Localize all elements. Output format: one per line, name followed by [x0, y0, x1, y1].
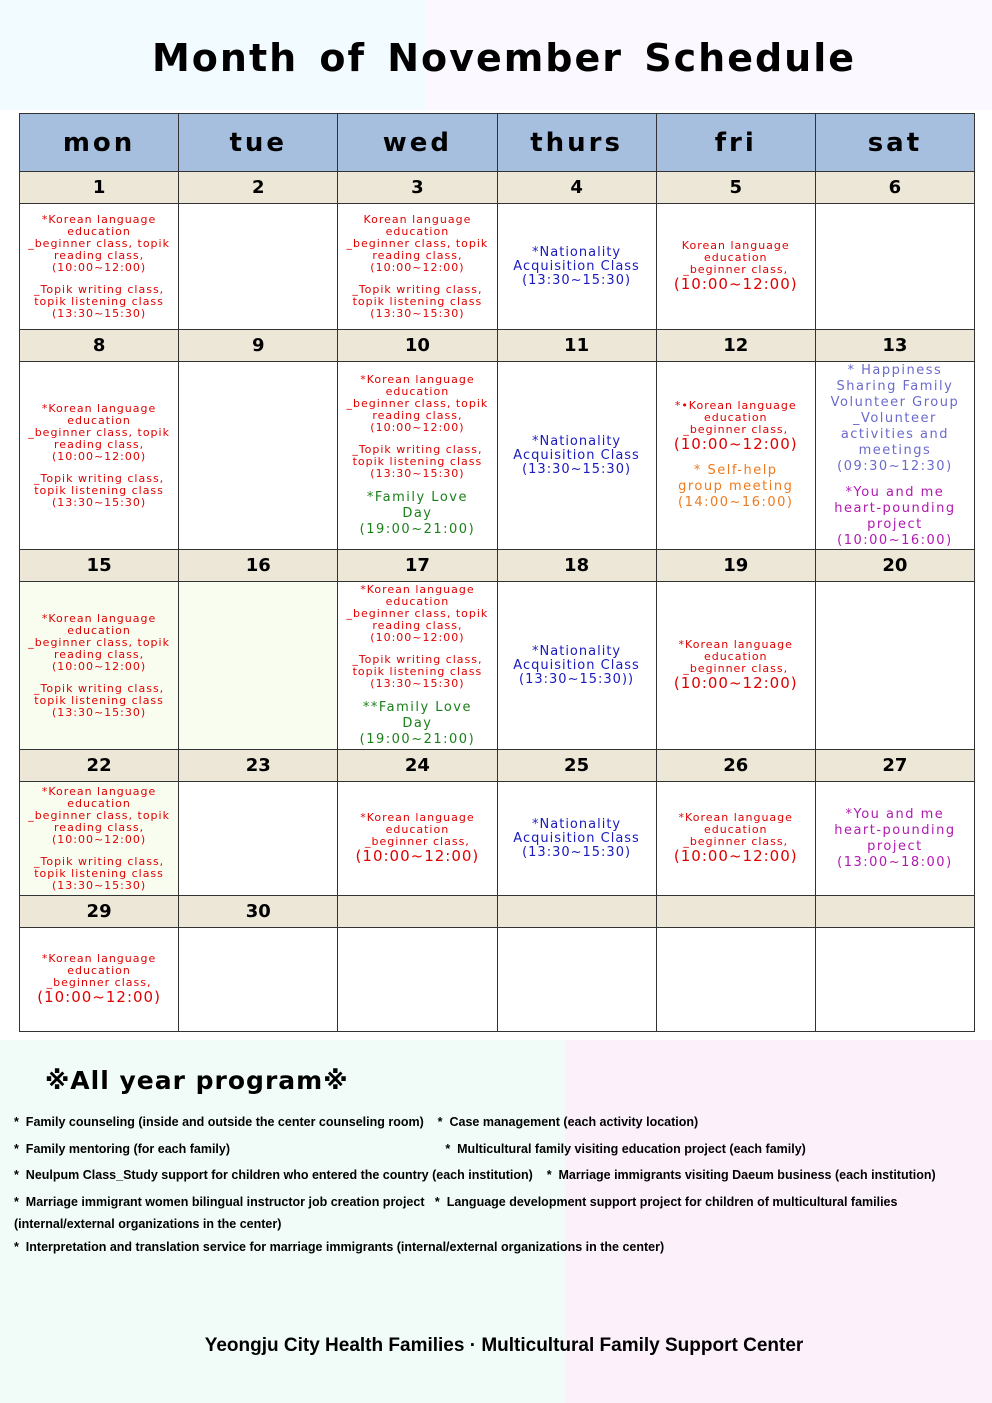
event-text: _Topik writing class, topik listening class (13:30~15:30)	[33, 471, 165, 509]
date-number: 10	[338, 330, 497, 362]
event-text: *Korean language education _beginner class, topik reading class, (10:00~12:00)	[28, 611, 170, 673]
event-text: (10:00~12:00)	[673, 847, 798, 865]
day-cell	[338, 204, 497, 330]
all-year-line: * Interpretation and translation service for marriage immigrants (internal/external organizations in the center)	[14, 1240, 665, 1254]
day-cell	[20, 362, 179, 550]
day-cell	[657, 362, 816, 550]
event-text: (10:00~12:00)	[355, 847, 480, 865]
day-cell	[20, 204, 179, 330]
date-number: 3	[338, 172, 497, 204]
calendar-grid	[19, 113, 975, 1032]
event-text: *Korean language education _beginner class, topik reading class, (10:00~12:00)	[346, 582, 489, 644]
event-text: *Korean language education _beginner class,	[678, 811, 793, 848]
all-year-line: * Neulpum Class_Study support for children who entered the country (each institution) * Marriage immigrants visiting Daeum business (each institution)	[14, 1168, 936, 1182]
date-number: 25	[498, 750, 657, 782]
event-text: (10:00~12:00)	[673, 674, 798, 692]
event-text: _Topik writing class, topik listening class (13:30~15:30)	[33, 854, 165, 892]
date-number: 8	[20, 330, 179, 362]
date-number: 22	[20, 750, 179, 782]
date-number: 15	[20, 550, 179, 582]
event-text: *Nationality Acquisition Class (13:30~15:30))	[513, 643, 640, 687]
page-title: Month of November Schedule	[151, 36, 857, 80]
day-cell	[657, 204, 816, 330]
date-number: 23	[179, 750, 338, 782]
date-number: 5	[657, 172, 816, 204]
event-text: (10:00~12:00)	[673, 275, 798, 293]
day-cell	[657, 782, 816, 896]
day-cell	[816, 582, 975, 750]
day-header: fri	[657, 114, 816, 172]
date-number: 27	[816, 750, 975, 782]
day-cell	[179, 782, 338, 896]
day-cell	[338, 362, 497, 550]
day-header: mon	[20, 114, 179, 172]
event-text: Korean language education _beginner class, topik reading class, (10:00~12:00)	[346, 212, 489, 274]
day-cell	[657, 928, 816, 1032]
day-cell	[657, 582, 816, 750]
event-text: (10:00~12:00)	[37, 988, 161, 1006]
date-number	[816, 896, 975, 928]
date-number: 6	[816, 172, 975, 204]
day-cell	[498, 362, 657, 550]
day-cell	[179, 204, 338, 330]
day-cell	[179, 928, 338, 1032]
date-number	[338, 896, 497, 928]
event-text: (10:00~12:00)	[673, 435, 798, 453]
event-text: * Self-help group meeting (14:00~16:00)	[678, 463, 794, 510]
footer-organization: Yeongju City Health Families · Multicultural Family Support Center	[204, 1335, 804, 1356]
event-text: _Topik writing class, topik listening class (13:30~15:30)	[352, 282, 483, 320]
event-text: *Family Love Day (19:00~21:00)	[359, 489, 476, 537]
all-year-title: ※All year program※	[45, 1066, 349, 1095]
event-text: _Topik writing class, topik listening class (13:30~15:30)	[33, 681, 165, 719]
date-number: 26	[657, 750, 816, 782]
day-header: wed	[338, 114, 497, 172]
day-cell	[498, 582, 657, 750]
all-year-line: * Family mentoring (for each family) * Multicultural family visiting education project (each family)	[14, 1142, 806, 1156]
date-number: 30	[179, 896, 338, 928]
all-year-line: * Family counseling (inside and outside the center counseling room) * Case management (each activity location)	[14, 1115, 699, 1129]
day-cell	[20, 582, 179, 750]
event-text: *Nationality Acquisition Class (13:30~15:30)	[513, 816, 640, 860]
date-number: 16	[179, 550, 338, 582]
day-header: thurs	[498, 114, 657, 172]
day-cell	[816, 928, 975, 1032]
event-text: *Korean language education _beginner class,	[678, 638, 793, 675]
event-text: *You and me heart-pounding project (13:00~18:00)	[834, 806, 956, 870]
day-cell	[338, 582, 497, 750]
event-text: *Korean language education _beginner class, topik reading class, (10:00~12:00)	[28, 212, 170, 274]
event-text: *Korean language education _beginner class,	[360, 811, 475, 848]
day-cell	[20, 782, 179, 896]
day-cell	[179, 362, 338, 550]
date-number: 20	[816, 550, 975, 582]
event-text: *You and me heart-pounding project (10:00~16:00)	[834, 484, 956, 548]
event-text: *Nationality Acquisition Class (13:30~15:30)	[513, 433, 640, 477]
day-cell	[179, 582, 338, 750]
day-header: tue	[179, 114, 338, 172]
day-cell	[816, 782, 975, 896]
date-number: 19	[657, 550, 816, 582]
event-text: *Korean language education _beginner class,	[41, 952, 157, 989]
date-number: 24	[338, 750, 497, 782]
event-text: _Topik writing class, topik listening class (13:30~15:30)	[352, 442, 483, 480]
event-text: *Korean language education _beginner class, topik reading class, (10:00~12:00)	[28, 784, 170, 846]
event-text: *Korean language education _beginner class, topik reading class, (10:00~12:00)	[346, 372, 489, 434]
day-cell	[498, 204, 657, 330]
event-text: **Family Love Day (19:00~21:00)	[359, 699, 476, 747]
date-number	[498, 896, 657, 928]
day-cell	[498, 928, 657, 1032]
event-text: *Korean language education _beginner class, topik reading class, (10:00~12:00)	[28, 401, 170, 463]
event-text: _Topik writing class, topik listening class (13:30~15:30)	[352, 652, 483, 690]
date-number: 17	[338, 550, 497, 582]
date-number: 12	[657, 330, 816, 362]
day-cell	[338, 928, 497, 1032]
date-number: 18	[498, 550, 657, 582]
day-cell	[498, 782, 657, 896]
day-cell	[338, 782, 497, 896]
date-number: 2	[179, 172, 338, 204]
day-cell	[816, 362, 975, 550]
day-header: sat	[816, 114, 975, 172]
all-year-line: (internal/external organizations in the center)	[14, 1217, 282, 1231]
day-cell	[20, 928, 179, 1032]
day-cell	[816, 204, 975, 330]
date-number: 11	[498, 330, 657, 362]
event-text: Korean language education _beginner class,	[681, 239, 790, 276]
event-text: *Nationality Acquisition Class (13:30~15:30)	[513, 244, 640, 288]
date-number: 9	[179, 330, 338, 362]
event-text: _Topik writing class, topik listening class (13:30~15:30)	[33, 282, 165, 320]
date-number: 29	[20, 896, 179, 928]
date-number: 1	[20, 172, 179, 204]
date-number: 13	[816, 330, 975, 362]
date-number: 4	[498, 172, 657, 204]
event-text: *•Korean language education _beginner class,	[674, 399, 797, 436]
event-text: * Happiness Sharing Family Volunteer Group _Volunteer activities and meetings (09:30~12:30)	[830, 362, 960, 474]
date-number	[657, 896, 816, 928]
all-year-line: * Marriage immigrant women bilingual instructor job creation project * Language development support project for children of multicultural families	[14, 1195, 898, 1209]
